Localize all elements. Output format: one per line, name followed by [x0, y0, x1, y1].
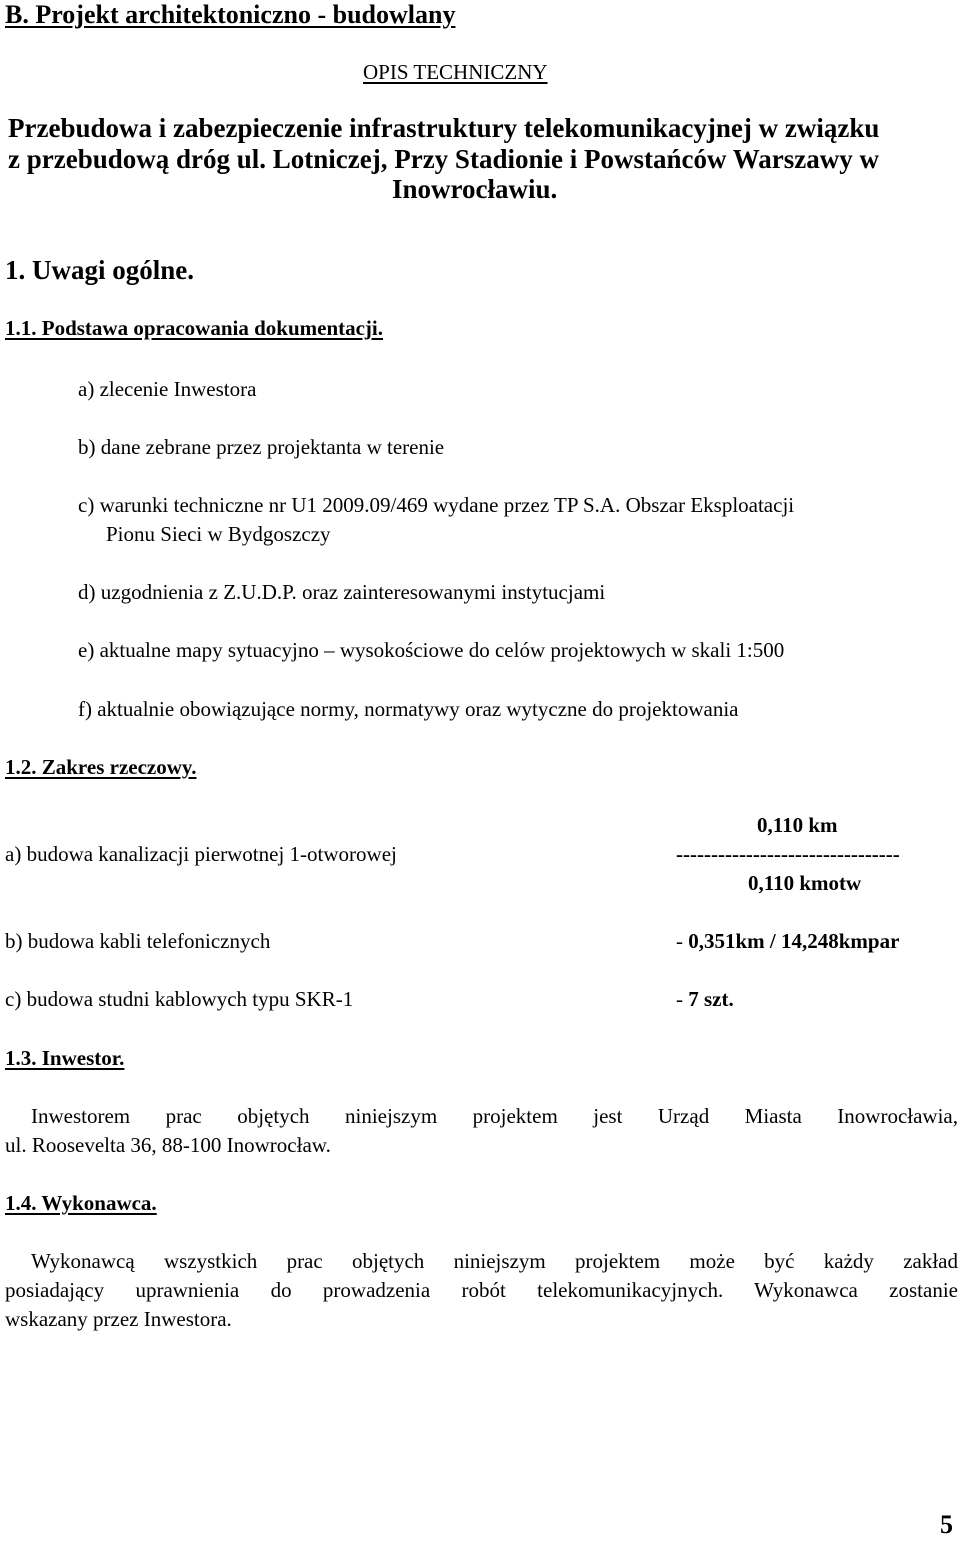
project-title-line-1: Przebudowa i zabezpieczenie infrastruktury telekomunikacyjnej w związku [8, 113, 880, 143]
list-item: f) aktualnie obowiązujące normy, normatywy oraz wytyczne do projektowania [78, 697, 739, 721]
inwestor-text-line-1: Inwestorem prac objętych niniejszym projektem jest Urząd Miasta Inowrocławia, [31, 1104, 958, 1128]
wykonawca-text-line-2: posiadający uprawnienia do prowadzenia robót telekomunikacyjnych. Wykonawca zostanie [5, 1278, 958, 1302]
scope-a-label: a) budowa kanalizacji pierwotnej 1-otworowej [5, 842, 397, 866]
scope-b-value [676, 929, 899, 954]
scope-c-dash: - [676, 987, 689, 1011]
project-title-line-2: z przebudową dróg ul. Lotniczej, Przy Stadionie i Powstańców Warszawy w [8, 144, 879, 174]
scope-a-value-top: 0,110 km [757, 813, 838, 837]
scope-b-amount: 0,351km / 14,248kmpar [688, 929, 900, 953]
list-item: d) uzgodnienia z Z.U.D.P. oraz zainteresowanymi instytucjami [78, 580, 606, 604]
inwestor-text-line-2: ul. Roosevelta 36, 88-100 Inowrocław. [5, 1133, 331, 1157]
wykonawca-text-line-1: Wykonawcą wszystkich prac objętych niniejszym projektem może być każdy zakład [31, 1249, 958, 1273]
scope-a-value-bottom: 0,110 kmotw [748, 871, 862, 895]
list-item: e) aktualne mapy sytuacyjno – wysokościowe do celów projektowych w skali 1:500 [78, 638, 785, 662]
scope-c-value [676, 987, 734, 1012]
wykonawca-text-line-3: wskazany przez Inwestora. [5, 1307, 232, 1331]
scope-c-label: c) budowa studni kablowych typu SKR-1 [5, 987, 354, 1011]
heading-inwestor: 1.3. Inwestor. [5, 1046, 125, 1070]
page-number: 5 [940, 1510, 953, 1539]
scope-b-label: b) budowa kabli telefonicznych [5, 929, 271, 953]
scope-b-dash: - [676, 929, 689, 953]
section-title: B. Projekt architektoniczno - budowlany [5, 0, 456, 29]
project-title-line-3: Inowrocławiu. [392, 174, 558, 204]
list-item: a) zlecenie Inwestora [78, 377, 257, 401]
list-item: b) dane zebrane przez projektanta w terenie [78, 435, 445, 459]
heading-podstawa-opracowania: 1.1. Podstawa opracowania dokumentacji. [5, 316, 384, 340]
scope-a-dashes: -------------------------------- [676, 842, 900, 866]
heading-wykonawca: 1.4. Wykonawca. [5, 1191, 157, 1215]
heading-uwagi-ogolne: 1. Uwagi ogólne. [5, 255, 194, 285]
list-item: c) warunki techniczne nr U1 2009.09/469 wydane przez TP S.A. Obszar Eksploatacji [78, 493, 795, 517]
list-item-continuation: Pionu Sieci w Bydgoszczy [106, 522, 331, 546]
document-title: OPIS TECHNICZNY [363, 60, 548, 84]
scope-c-amount: 7 szt. [688, 987, 734, 1011]
heading-zakres-rzeczowy: 1.2. Zakres rzeczowy. [5, 755, 197, 779]
